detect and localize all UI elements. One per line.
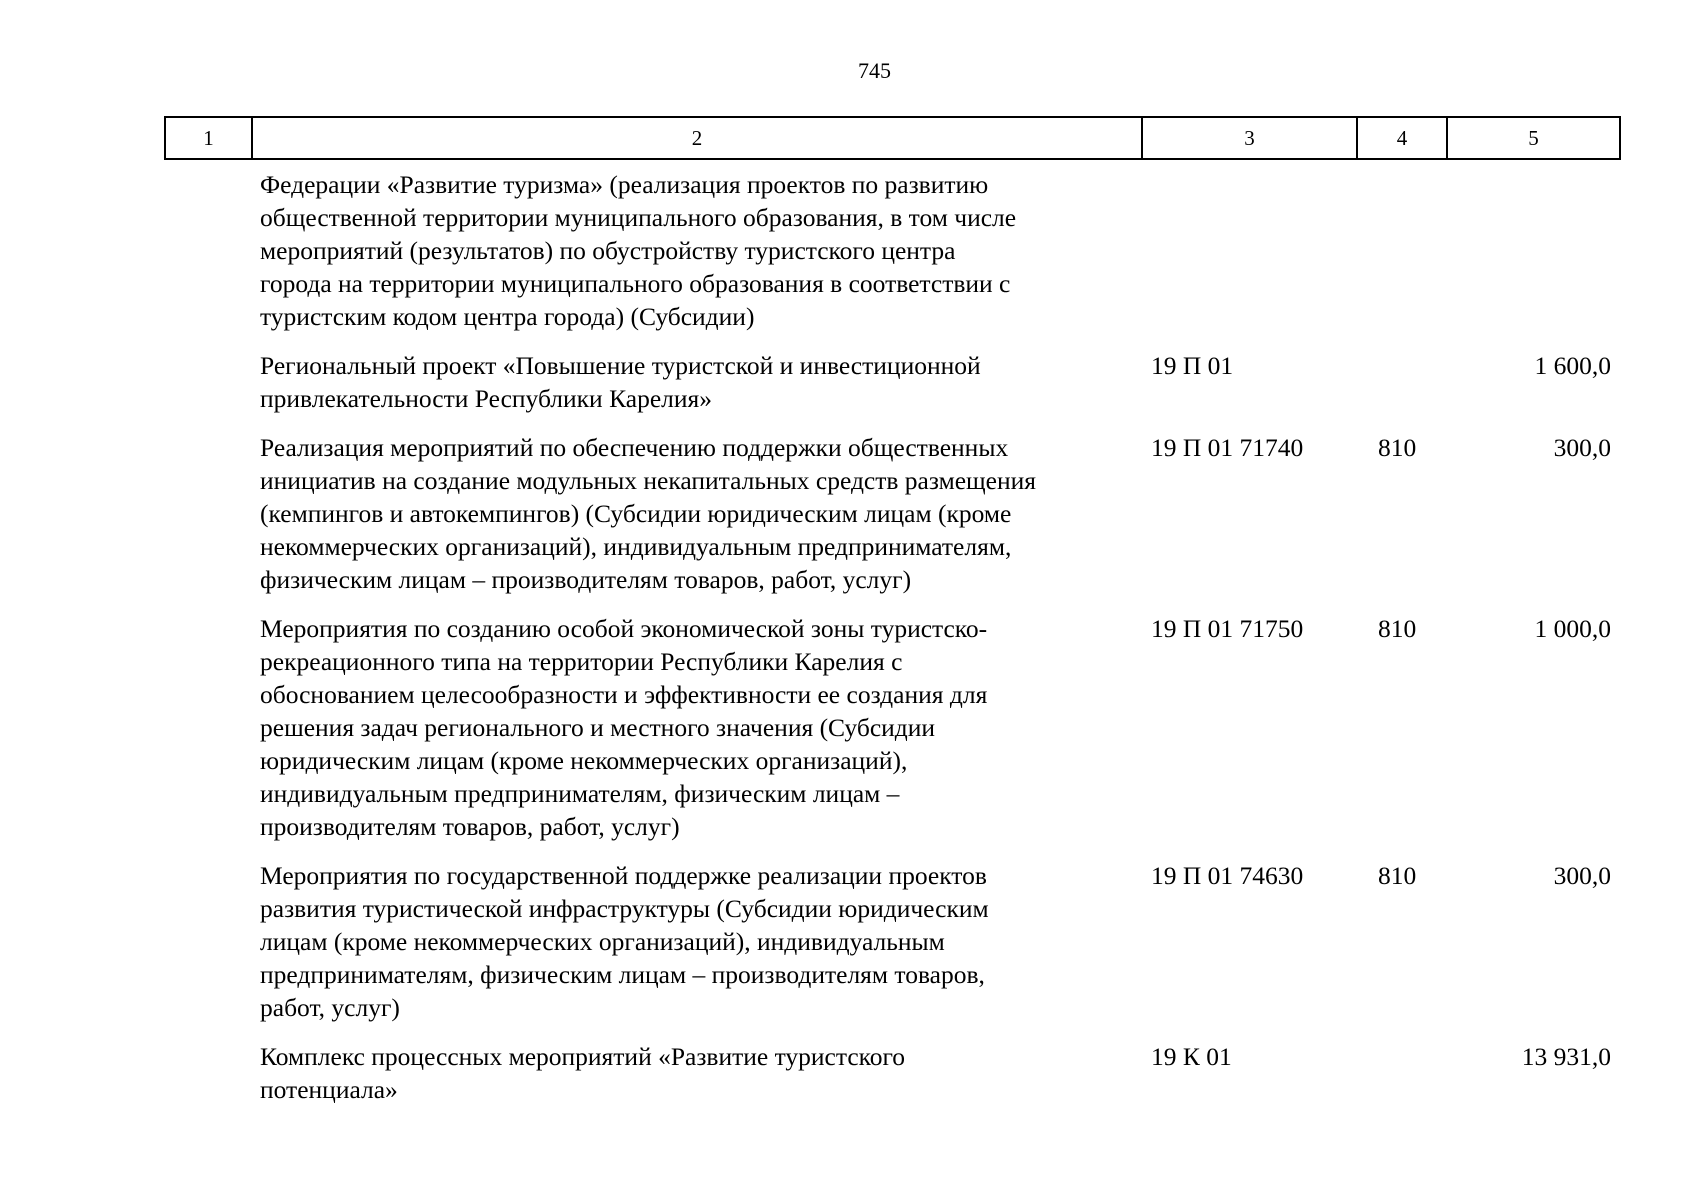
description-line: Мероприятия по созданию особой экономической зоны туристско-: [260, 614, 988, 643]
table-row: [164, 349, 1619, 415]
description-line: Реализация мероприятий по обеспечению поддержки общественных: [260, 433, 1009, 462]
row-description: [164, 859, 1141, 1024]
row-description: [164, 612, 1141, 843]
description-line: туристским кодом центра города) (Субсидии): [260, 302, 755, 331]
row-description: [164, 168, 1141, 333]
row-description: [164, 431, 1141, 596]
page-number: 745: [858, 58, 891, 83]
column-header-row: [165, 117, 1620, 159]
row-expense-type: 810: [1378, 433, 1417, 462]
row-code: 19 К 01: [1151, 1042, 1232, 1071]
description-line: юридическим лицам (кроме некоммерческих организаций),: [260, 746, 908, 775]
row-code: 19 П 01 74630: [1151, 861, 1304, 890]
description-line: мероприятий (результатов) по обустройству туристского центра: [260, 236, 956, 265]
row-code: 19 П 01: [1151, 351, 1234, 380]
column-header-1: 1: [165, 117, 252, 159]
row-amount: [1446, 168, 1619, 333]
column-header-5: 5: [1447, 117, 1620, 159]
row-expense-type: [1356, 1040, 1446, 1106]
row-description: [164, 1040, 1141, 1106]
description-line: Комплекс процессных мероприятий «Развитие туристского: [260, 1042, 906, 1071]
description-line: Региональный проект «Повышение туристской и инвестиционной: [260, 351, 981, 380]
column-header-4: 4: [1357, 117, 1447, 159]
row-amount: 1 600,0: [1534, 351, 1611, 380]
row-amount: 13 931,0: [1521, 1042, 1611, 1071]
description-line: лицам (кроме некоммерческих организаций), индивидуальным: [260, 927, 945, 956]
column-header-2: 2: [252, 117, 1142, 159]
row-expense-type: 810: [1378, 614, 1417, 643]
description-line: инициатив на создание модульных некапитальных средств размещения: [260, 466, 1037, 495]
description-line: Федерации «Развитие туризма» (реализация проектов по развитию: [260, 170, 989, 199]
column-header-table: [164, 116, 1621, 160]
description-line: решения задач регионального и местного значения (Субсидии: [260, 713, 936, 742]
table-row: [164, 859, 1619, 1024]
row-code: [1141, 168, 1356, 333]
row-expense-type: [1356, 349, 1446, 415]
row-amount: 1 000,0: [1534, 614, 1611, 643]
description-line: производителям товаров, работ, услуг): [260, 812, 680, 841]
row-expense-type: [1356, 168, 1446, 333]
description-line: обоснованием целесообразности и эффективности ее создания для: [260, 680, 988, 709]
description-line: (кемпингов и автокемпингов) (Субсидии юридическим лицам (кроме: [260, 499, 1012, 528]
description-line: потенциала»: [260, 1075, 398, 1104]
row-code: 19 П 01 71740: [1151, 433, 1304, 462]
description-line: общественной территории муниципального образования, в том числе: [260, 203, 1017, 232]
row-amount: 300,0: [1553, 433, 1611, 462]
description-line: предпринимателям, физическим лицам – производителям товаров,: [260, 960, 985, 989]
row-amount: 300,0: [1553, 861, 1611, 890]
table-row: [164, 168, 1619, 333]
description-line: индивидуальным предпринимателям, физическим лицам –: [260, 779, 900, 808]
table-body: [164, 168, 1619, 1122]
description-line: физическим лицам – производителям товаров, работ, услуг): [260, 565, 912, 594]
description-line: работ, услуг): [260, 993, 400, 1022]
description-line: города на территории муниципального образования в соответствии с: [260, 269, 1011, 298]
table-row: [164, 1040, 1619, 1106]
table-row: [164, 431, 1619, 596]
row-code: 19 П 01 71750: [1151, 614, 1304, 643]
description-line: некоммерческих организаций), индивидуальным предпринимателям,: [260, 532, 1012, 561]
description-line: развития туристической инфраструктуры (Субсидии юридическим: [260, 894, 989, 923]
column-header-3: 3: [1142, 117, 1357, 159]
description-line: рекреационного типа на территории Республики Карелия с: [260, 647, 903, 676]
table-row: [164, 612, 1619, 843]
description-line: Мероприятия по государственной поддержке реализации проектов: [260, 861, 987, 890]
row-expense-type: 810: [1378, 861, 1417, 890]
description-line: привлекательности Республики Карелия»: [260, 384, 712, 413]
row-description: [164, 349, 1141, 415]
